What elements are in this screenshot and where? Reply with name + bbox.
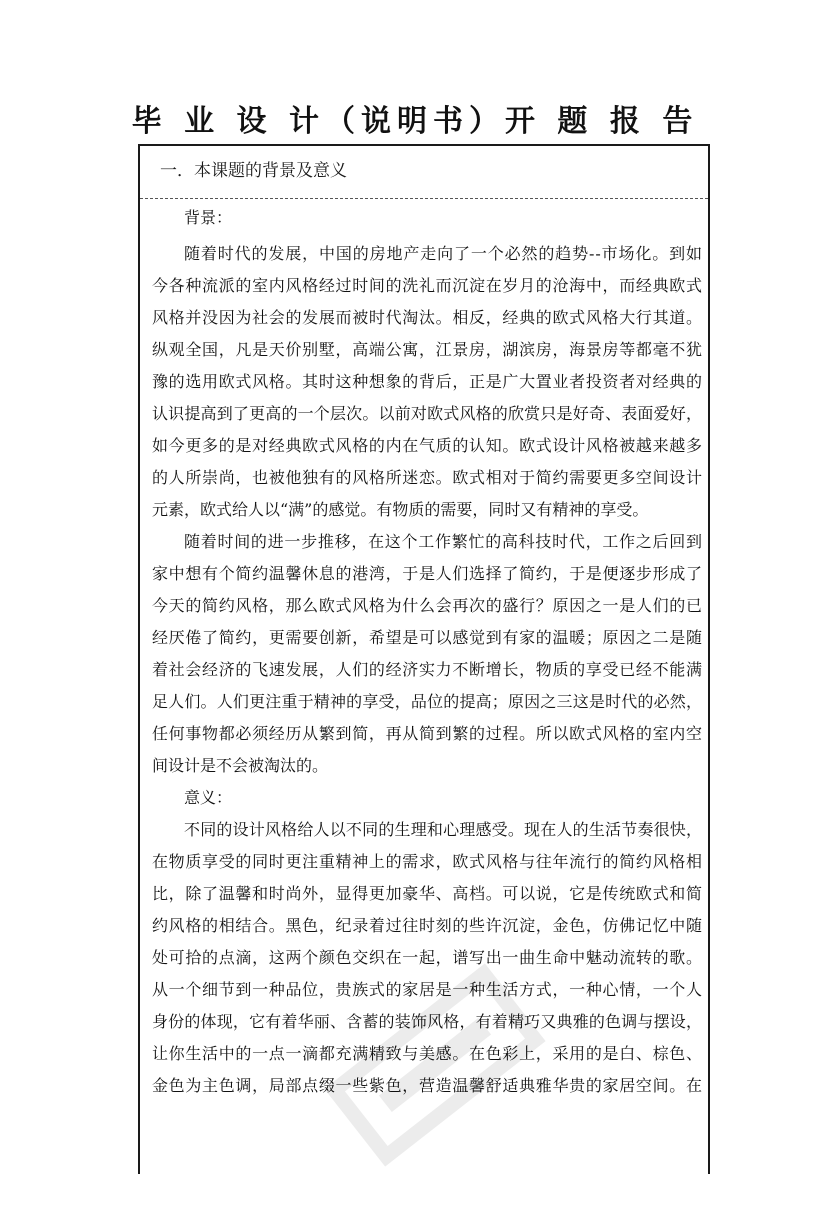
paragraph-line: 金色为主色调，局部点缀一些紫色，营造温馨舒适典雅华贵的家居空间。在 bbox=[152, 1076, 703, 1095]
paragraph-line: 今各种流派的室内风格经过时间的洗礼而沉淀在岁月的沧海中，而经典欧式 bbox=[152, 276, 703, 295]
paragraph-line: 纵观全国，凡是天价别墅，高端公寓，江景房，湖滨房，海景房等都毫不犹 bbox=[152, 340, 703, 359]
paragraph-line: 意义： bbox=[184, 788, 233, 807]
paragraph-line: 让你生活中的一点一滴都充满精致与美感。在色彩上，采用的是白、棕色、 bbox=[152, 1044, 703, 1063]
paragraph-line: 的人所崇尚，也被他独有的风格所迷恋。欧式相对于简约需要更多空间设计 bbox=[152, 468, 703, 487]
paragraph-line: 今天的简约风格，那么欧式风格为什么会再次的盛行？原因之一是人们的已 bbox=[152, 596, 703, 615]
document-title: 毕 业 设 计（说明书）开 题 报 告 bbox=[131, 104, 699, 139]
paragraph-line: 处可拾的点滴，这两个颜色交织在一起，谱写出一曲生命中魅动流转的歌。 bbox=[152, 948, 703, 967]
paragraph-line: 不同的设计风格给人以不同的生理和心理感受。现在人的生活节奏很快， bbox=[184, 820, 703, 839]
paragraph-line: 经厌倦了简约，更需要创新，希望是可以感觉到有家的温暖；原因之二是随 bbox=[152, 628, 703, 647]
section-title: 一．本课题的背景及意义 bbox=[160, 161, 347, 181]
paragraph-line: 着社会经济的飞速发展，人们的经济实力不断增长，物质的享受已经不能满 bbox=[152, 660, 703, 679]
paragraph-line: 身份的体现，它有着华丽、含蓄的装饰风格，有着精巧又典雅的色调与摆设， bbox=[152, 1012, 703, 1031]
paragraph-line: 如今更多的是对经典欧式风格的内在气质的认知。欧式设计风格被越来越多 bbox=[152, 436, 703, 455]
paragraph-line: 豫的选用欧式风格。其时这种想象的背后，正是广大置业者投资者对经典的 bbox=[152, 372, 703, 391]
paragraph-line: 在物质享受的同时更注重精神上的需求，欧式风格与往年流行的简约风格相 bbox=[152, 852, 703, 871]
paragraph-line: 随着时代的发展，中国的房地产走向了一个必然的趋势--市场化。到如 bbox=[184, 244, 703, 263]
paragraph-line: 背景： bbox=[184, 208, 233, 227]
paragraph-line: 比，除了温馨和时尚外，显得更加豪华、高档。可以说，它是传统欧式和简 bbox=[152, 884, 703, 903]
paragraph-line: 认识提高到了更高的一个层次。以前对欧式风格的欣赏只是好奇、表面爱好， bbox=[152, 404, 703, 423]
paragraph-line: 家中想有个简约温馨休息的港湾，于是人们选择了简约，于是便逐步形成了 bbox=[152, 564, 703, 583]
paragraph-line: 足人们。人们更注重于精神的享受，品位的提高；原因之三这是时代的必然， bbox=[152, 692, 703, 711]
paragraph-line: 风格并没因为社会的发展而被时代淘汰。相反，经典的欧式风格大行其道。 bbox=[152, 308, 703, 327]
paragraph-line: 从一个细节到一种品位，贵族式的家居是一种生活方式，一种心情，一个人 bbox=[152, 980, 703, 999]
paragraph-line: 任何事物都必须经历从繁到简，再从简到繁的过程。所以欧式风格的室内空 bbox=[152, 724, 703, 743]
paragraph-line: 随着时间的进一步推移，在这个工作繁忙的高科技时代，工作之后回到 bbox=[184, 532, 703, 551]
section-header bbox=[140, 146, 708, 199]
paragraph-line: 间设计是不会被淘汰的。 bbox=[152, 756, 329, 775]
paragraph-line: 元素，欧式给人以“满”的感觉。有物质的需要，同时又有精神的享受。 bbox=[152, 500, 649, 519]
paragraph-line: 约风格的相结合。黑色，纪录着过往时刻的些许沉淀，金色，仿佛记忆中随 bbox=[152, 916, 703, 935]
